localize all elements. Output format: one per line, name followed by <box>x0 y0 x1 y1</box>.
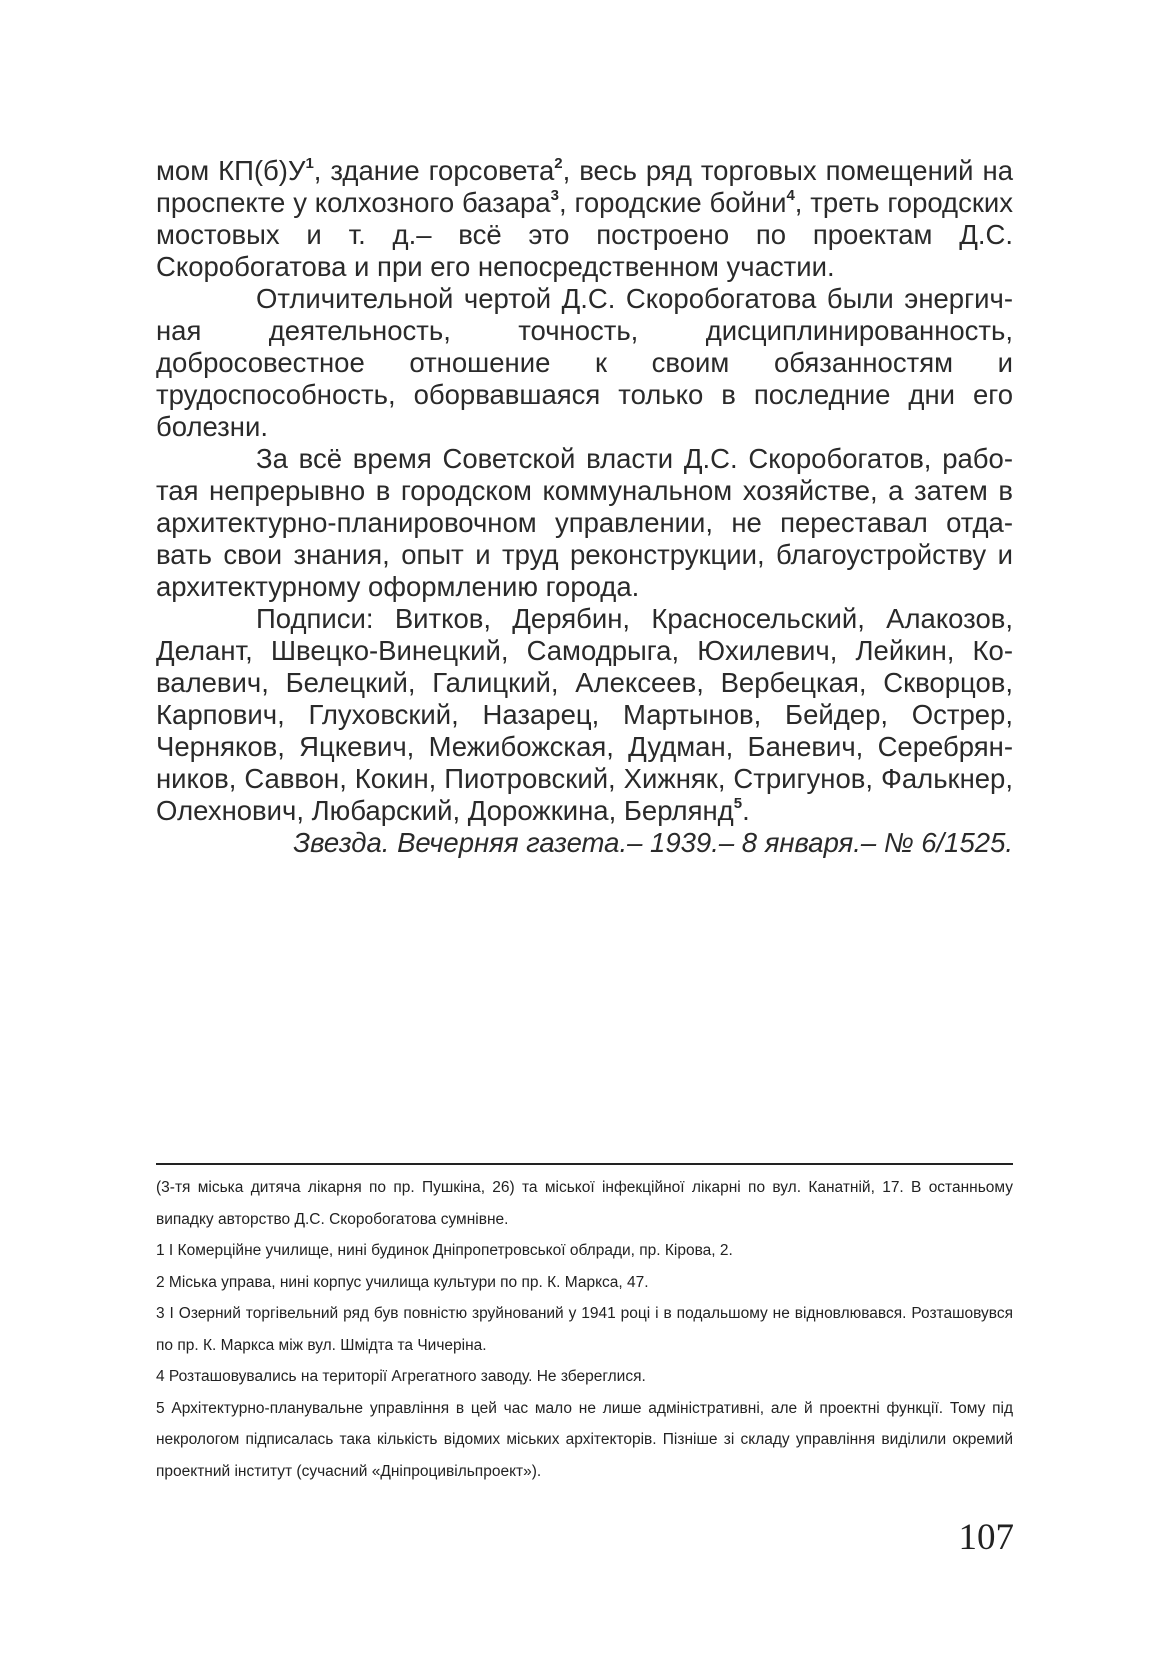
footnote-separator <box>156 1163 1013 1165</box>
footnote-ref: 1 <box>305 154 314 172</box>
signatures-paragraph <box>156 603 1013 827</box>
text-run: мом КП(б)У <box>156 155 306 186</box>
text-run: , треть городских мостовых и т. д.– всё это построено по проектам Д.С. Скоробогатова и при его непосредственном участии. <box>156 187 1013 282</box>
footnote: 2 Міська управа, нині корпус училища культури по пр. К. Маркса, 47. <box>156 1273 649 1291</box>
footnote: 5 Архітектурно-планувальне управління в цей час мало не лише адміністративні, але й проектні функції. Тому під некрологом підписалась така кількість відомих міських архітекторів. Пізніше зі складу управління виділили окремий проектний інститут (сучасний «Дніпроцивільпроект»). <box>156 1399 1013 1480</box>
paragraph-3: За всё время Советской власти Д.С. Скоробогатов, работая непрерывно в городском коммунальном хозяйстве, а затем в архитектурно-планировочном управлении, не переставал отдавать свои знания, опыт и труд реконструкции, благоустройству и архитектурному оформлению города. <box>156 443 1013 602</box>
paragraph-1 <box>156 155 1013 283</box>
footnote: 4 Розташовувались на території Агрегатного заводу. Не збереглися. <box>156 1368 646 1385</box>
source-citation: Звезда. Вечерняя газета.– 1939.– 8 января.– № 6/1525. <box>293 827 1013 858</box>
footnote: (3-тя міська дитяча лікарня по пр. Пушкіна, 26) та міської інфекційної лікарні по вул. Канатній, 17. В останньому випадку авторство Д.С. Скоробогатова сумнівне. <box>156 1179 1013 1228</box>
text-run: , весь ряд торговых помещений на проспекте у колхозного базара <box>156 155 1013 218</box>
footnote-ref: 4 <box>786 186 795 204</box>
paragraph-2: Отличительной чертой Д.С. Скоробогатова были энергичная деятельность, точность, дисциплинированность, добросовестное отношение к своим обязанностям и трудоспособность, оборвавшаяся только в последние дни его болезни. <box>156 283 1013 442</box>
main-text <box>156 155 1013 859</box>
text-run: . <box>742 795 750 826</box>
footnotes <box>156 1172 1013 1487</box>
footnote: 1 І Комерційне училище, нині будинок Дніпропетровської облради, пр. Кірова, 2. <box>156 1242 733 1259</box>
text-run: , городские бойни <box>558 187 787 218</box>
footnote-ref: 5 <box>733 794 743 812</box>
footnote-ref: 3 <box>550 186 559 204</box>
footnote: 3 І Озерний торгівельний ряд був повністю зруйнований у 1941 році і в подальшому не відновлювався. Розташовувся по пр. К. Маркса між вул. Шмідта та Чичеріна. <box>156 1305 1013 1354</box>
text-run: , здание горсовета <box>313 155 555 186</box>
page-number: 107 <box>958 1517 1014 1558</box>
signatures-text: Подписи: Витков, Дерябин, Красносельский, Алакозов, Делант, Швецко-Винецкий, Самодрыга, Юхилевич, Лейкин, Ковалевич, Белецкий, Галицкий, Алексеев, Вербецкая, Скворцов, Карпович, Глуховский, Назарец, Мартынов, Бейдер, Острер, Черняков, Яцкевич, Межибожская, Дудман, Баневич, Серебрянников, Саввон, Кокин, Пиотровский, Хижняк, Стригунов, Фалькнер, Олехнович, Любарский, Дорожкина, Берлянд <box>156 603 1013 826</box>
footnote-ref: 2 <box>554 154 563 172</box>
